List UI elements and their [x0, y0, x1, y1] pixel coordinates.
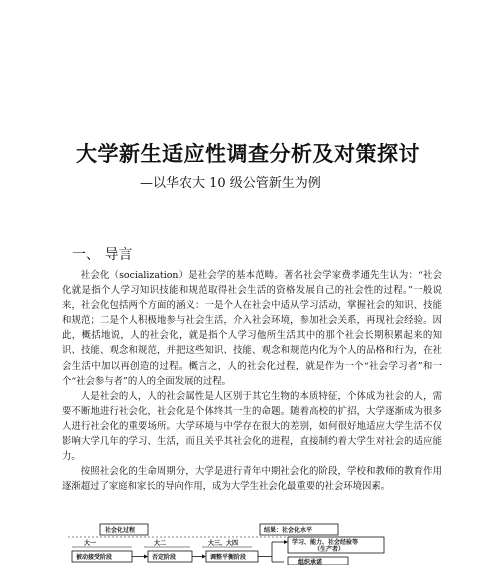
section-heading: 一、 导言: [72, 247, 133, 263]
socialization-diagram: [62, 522, 442, 565]
outcome-label: 学习、能力、社会经验等: [292, 539, 359, 546]
arrow-head: [284, 540, 288, 544]
paragraph: 社会化（socialization）是社会学的基本范畴。著名社会学家费孝通先生认为：“社会化就是指个人学习知识技能和规范取得社会生活的资格发展自己的社会性的过程。”一般说来，社会化包括两个方面的涵义：一是个人在社会中适从学习活动，掌握社会的知识、技能和规范；二是个人积极地参与社会生活，介入社会环境，参加社会关系，再现社会经验。因此，概括地说，人的社会化，就是指个人学习他所生活其中的那个社会长期积累起来的知识、技能、观念和规范，并把这些知识、技能、观念和规范内化为个人的品格和行为，在社会生活中加以再创造的过程。概言之，人的社会化过程，就是作为一个“社会学习者”和一个“社会参与者”的人的全面发展的过程。: [62, 270, 442, 387]
outcome-label: 组织承诺: [298, 559, 323, 565]
paragraph: 按照社会化的生命周期分，大学是进行青年中期社会化的阶段，学校和教师的教育作用逐渐超过了家庭和家长的导向作用，成为大学生社会化最重要的社会环境因素。: [62, 466, 442, 493]
process-label: 社会化过程: [105, 527, 136, 534]
arrow-head: [144, 555, 148, 559]
paper-subtitle: —以华农大 10 级公管新生为例: [140, 176, 321, 191]
paragraph: 人是社会的人，人的社会属性是人区别于其它生物的本质特征，个体成为社会的人，需要不断地进行社会化，社会化是个体终其一生的命题。随着高校的扩招，大学逐渐成为很多人进行社会化的重要场所。大学环境与中学存在很大的差别，如何很好地适应大学生活不仅影响大学几年的学习、生活，而且关乎其社会化的进程，直接制约着大学生对社会的适应能力。: [62, 390, 442, 463]
outcome-label: （生产者）: [314, 546, 345, 553]
step-label: 被动接受阶段: [76, 554, 113, 561]
stage-label: 大一: [84, 540, 97, 547]
step-label: 调整平衡阶段: [210, 554, 247, 561]
step-label: 否定阶段: [152, 554, 177, 561]
paper-title: 大学新生适应性调查分析及对策探讨: [76, 141, 420, 166]
section-body: [62, 268, 442, 494]
stage-label: 大三、大四: [208, 540, 239, 547]
result-label: 结果：社会化水平: [264, 527, 313, 534]
stage-label: 大二: [154, 540, 167, 547]
arrow-head: [202, 555, 206, 559]
